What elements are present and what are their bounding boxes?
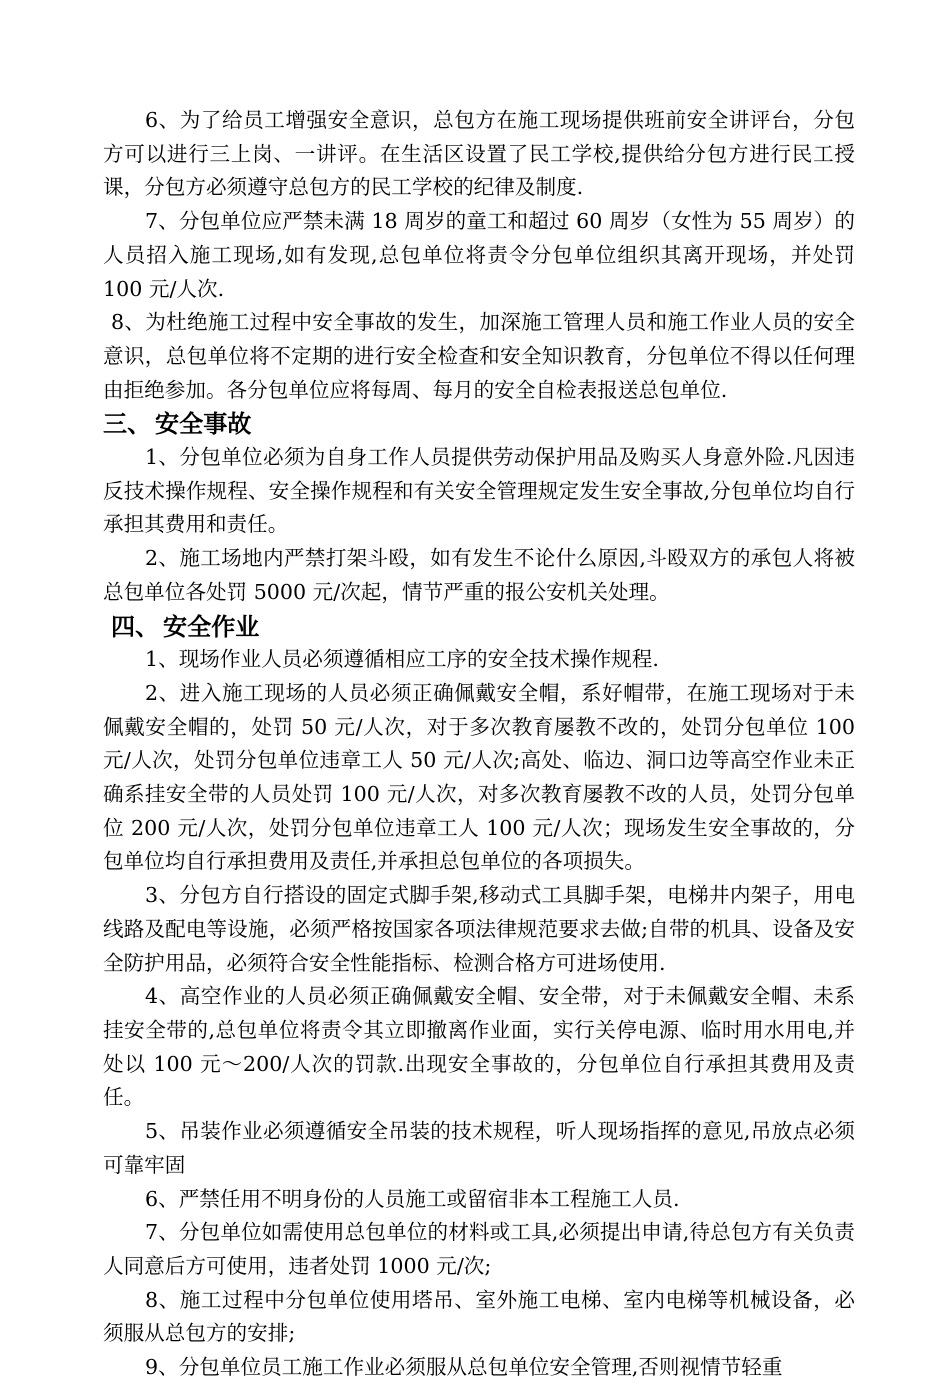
section-number: 四、 <box>111 611 160 641</box>
paragraph-operation-4: 4、高空作业的人员必须正确佩戴安全帽、安全带，对于未佩戴安全帽、未系挂安全带的,总包单位将责令其立即撤离作业面，实行关停电源、临时用水用电,并处以 100 元～200/人次的罚款.出现安全事故的，分包单位自行承担其费用及责任。 <box>103 984 855 1110</box>
section-number: 三、 <box>103 409 152 439</box>
section-title: 安全事故 <box>155 409 252 439</box>
paragraph-item-6: 6、为了给员工增强安全意识，总包方在施工现场提供班前安全讲评台，分包方可以进行三上岗、一讲评。在生活区设置了民工学校,提供给分包方进行民工授课，分包方必须遵守总包方的民工学校的纪律及制度. <box>103 108 855 200</box>
paragraph-operation-2: 2、进入施工现场的人员必须正确佩戴安全帽，系好帽带，在施工现场对于未佩戴安全帽的，处罚 50 元/人次，对于多次教育屡教不改的，处罚分包单位 100 元/人次，处罚分包单位违章工人 50 元/人次;高处、临边、洞口边等高空作业未正确系挂安全带的人员处罚 100 元/人次，对多次教育屡教不改的人员，处罚分包单位 200 元/人次，处罚分包单位违章工人 100 元/人次；现场发生安全事故的，分包单位均自行承担费用及责任,并承担总包单位的各项损失。 <box>103 680 855 874</box>
paragraph-operation-1: 1、现场作业人员必须遵循相应工序的安全技术操作规程. <box>145 647 659 672</box>
section-heading-safety-accidents <box>103 407 855 441</box>
paragraph-operation-8: 8、施工过程中分包单位使用塔吊、室外施工电梯、室内电梯等机械设备，必须服从总包方的安排; <box>103 1287 855 1346</box>
section-title: 安全作业 <box>163 611 260 641</box>
paragraph-accident-1: 1、分包单位必须为自身工作人员提供劳动保护用品及购买人身意外险.凡因违反技术操作规程、安全操作规程和有关安全管理规定发生安全事故,分包单位均自行承担其费用和责任。 <box>103 445 855 537</box>
paragraph-operation-5: 5、吊装作业必须遵循安全吊装的技术规程，听人现场指挥的意见,吊放点必须可靠牢固 <box>103 1119 855 1177</box>
paragraph-accident-2: 2、施工场地内严禁打架斗殴，如有发生不论什么原因,斗殴双方的承包人将被总包单位各处罚 5000 元/次起，情节严重的报公安机关处理。 <box>103 546 855 604</box>
paragraph-operation-3: 3、分包方自行搭设的固定式脚手架,移动式工具脚手架，电梯井内架子，用电线路及配电等设施，必须严格按国家各项法律规范要求去做;自带的机具、设备及安全防护用品，必须符合安全性能指标、检测合格方可进场使用. <box>103 883 855 975</box>
paragraph-operation-7: 7、分包单位如需使用总包单位的材料或工具,必须提出申请,待总包方有关负责人同意后方可使用，违者处罚 1000 元/次; <box>103 1220 855 1278</box>
document-page <box>103 104 855 1385</box>
paragraph-operation-6: 6、严禁任用不明身份的人员施工或留宿非本工程施工人员. <box>145 1186 680 1211</box>
section-heading-safe-operations <box>103 610 855 644</box>
paragraph-item-8: 8、为杜绝施工过程中安全事故的发生，加深施工管理人员和施工作业人员的安全意识，总包单位将不定期的进行安全检查和安全知识教育，分包单位不得以任何理由拒绝参加。各分包单位应将每周、每月的安全自检表报送总包单位. <box>103 310 855 402</box>
paragraph-item-7: 7、分包单位应严禁未满 18 周岁的童工和超过 60 周岁（女性为 55 周岁）的人员招入施工现场,如有发现,总包单位将责令分包单位组织其离开现场，并处罚 100 元/人次. <box>103 209 855 301</box>
paragraph-operation-9: 9、分包单位员工施工作业必须服从总包单位安全管理,否则视情节轻重 <box>145 1355 783 1380</box>
